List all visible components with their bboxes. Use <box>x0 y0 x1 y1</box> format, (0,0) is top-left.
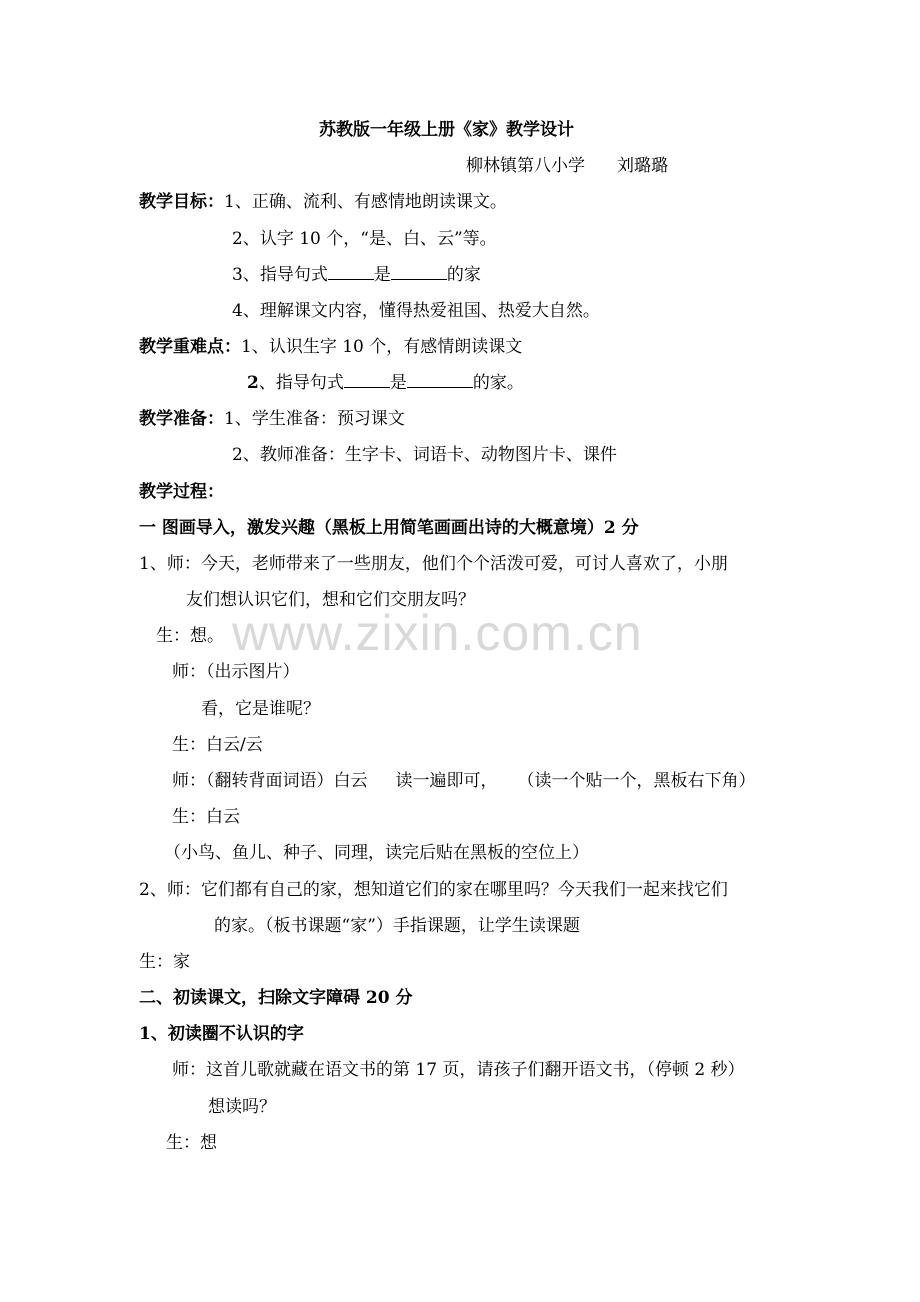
key-point-2: 2、指导句式 是 的家。 <box>247 373 524 393</box>
section1-p1-line2: 友们想认识它们，想和它们交朋友吗？ <box>186 590 475 610</box>
watermark: www.zixin.com.cn <box>232 605 643 661</box>
doc-title: 苏教版一年级上册《家》教学设计 <box>319 120 574 140</box>
preparation-1: 教学准备：1、学生准备：预习课文 <box>139 409 405 429</box>
author-line <box>466 154 668 178</box>
section1-heading: 一 图画导入，激发兴趣（黑板上用简笔画画出诗的大概意境）2 分 <box>139 518 639 538</box>
section2-s1: 生：想 <box>166 1133 217 1153</box>
blank <box>407 371 473 388</box>
blank <box>344 371 390 388</box>
objective-4: 4、理解课文内容，懂得热爱祖国、热爱大自然。 <box>232 301 600 321</box>
author-school: 柳林镇第八小学 <box>466 156 585 176</box>
process-label: 教学过程： <box>139 482 224 502</box>
section2-t1-line1: 师：这首儿歌就藏在语文书的第 17 页，请孩子们翻开语文书，（停顿 2 秒） <box>172 1060 745 1080</box>
section1-s2: 生：白云/云 <box>172 735 263 755</box>
section1-note: （小鸟、鱼儿、种子、同理，读完后贴在黑板的空位上） <box>164 843 589 863</box>
preparation-label: 教学准备： <box>139 409 224 429</box>
objective-1-text: 1、正确、流利、有感情地朗读课文。 <box>224 192 507 212</box>
section1-p1-line1: 1、师：今天，老师带来了一些朋友，他们个个活泼可爱，可讨人喜欢了，小朋 <box>139 554 728 574</box>
key-points-label: 教学重难点： <box>139 337 241 357</box>
section1-t4: 师：（翻转背面词语）白云 读一遍即可， （读一个贴一个，黑板右下角） <box>172 771 756 791</box>
objective-2: 2、认字 10 个，“是、白、云”等。 <box>232 229 497 249</box>
section1-t3: 看，它是谁呢？ <box>201 699 320 719</box>
section1-s4: 生：家 <box>139 952 190 972</box>
author-name: 刘璐璐 <box>617 156 668 176</box>
section2-t1-line2: 想读吗？ <box>208 1097 276 1117</box>
section1-p2-line1: 2、师：它们都有自己的家，想知道它们的家在哪里吗？今天我们一起来找它们 <box>139 880 728 900</box>
section1-s3: 生：白云 <box>172 807 240 827</box>
section2-heading: 二、初读课文，扫除文字障碍 20 分 <box>139 988 413 1008</box>
section1-s1: 生：想。 <box>156 626 224 646</box>
section1-p2-line2: 的家。（板书课题“家”）手指课题，让学生读课题 <box>214 916 580 936</box>
blank <box>328 263 374 280</box>
key-point-1: 教学重难点：1、认识生字 10 个，有感情朗读课文 <box>139 337 523 357</box>
objective-3: 3、指导句式 是 的家 <box>232 265 481 285</box>
objective-1 <box>139 190 507 214</box>
section2-sub1: 1、初读圈不认识的字 <box>139 1024 304 1044</box>
objectives-label: 教学目标： <box>139 192 224 212</box>
preparation-2: 2、教师准备：生字卡、词语卡、动物图片卡、课件 <box>232 445 617 465</box>
section1-t2: 师：（出示图片） <box>172 662 300 682</box>
blank <box>391 263 447 280</box>
